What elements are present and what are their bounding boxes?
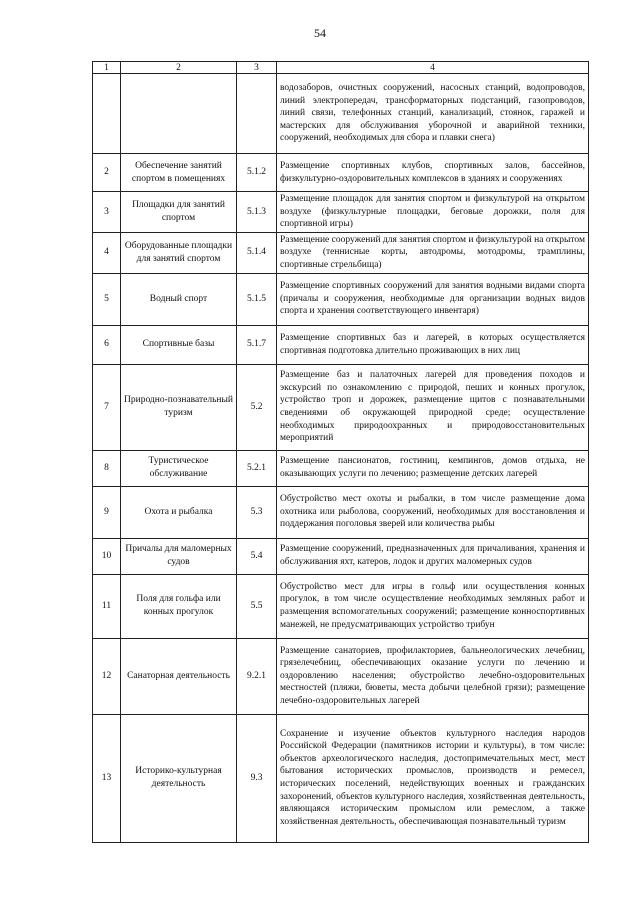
- land-use-code-cell: 5.2: [237, 364, 277, 450]
- land-use-description-cell: Размещение сооружений для занятия спортом и физкультурой на открытом воздухе (теннисные корты, автодромы, мотодромы, трамплины, спортивные стрельбища): [277, 232, 589, 273]
- land-use-table: [92, 61, 589, 843]
- page-number: 54: [314, 26, 326, 40]
- land-use-code-cell: 5.1.3: [237, 192, 277, 233]
- column-number-cell: 2: [121, 62, 237, 74]
- column-number-cell: 4: [277, 62, 589, 74]
- table-row: [93, 74, 589, 154]
- land-use-name-cell: Оборудованные площадки для занятий спортом: [121, 232, 237, 273]
- land-use-code-cell: 5.1.7: [237, 325, 277, 364]
- row-number-cell: [93, 74, 121, 154]
- land-use-name-cell: Водный спорт: [121, 273, 237, 325]
- land-use-code-cell: 9.3: [237, 714, 277, 842]
- land-use-description-cell: Размещение баз и палаточных лагерей для проведения походов и экскурсий по ознакомлению с природой, пеших и конных прогулок, устройство троп и дорожек, размещение щитов с познавательными сведениями об окружающей природной среде; осуществление необходимых природоохранных и природовосстановительных мероприятий: [277, 364, 589, 450]
- land-use-code-cell: 5.5: [237, 574, 277, 638]
- land-use-name-cell: Спортивные базы: [121, 325, 237, 364]
- land-use-description-cell: Размещение сооружений, предназначенных для причаливания, хранения и обслуживания яхт, катеров, лодок и других маломерных судов: [277, 538, 589, 574]
- land-use-name-cell: Поля для гольфа или конных прогулок: [121, 574, 237, 638]
- table-row: [93, 273, 589, 325]
- land-use-code-cell: 5.2.1: [237, 450, 277, 486]
- land-use-description-cell: Обустройство мест для игры в гольф или осуществления конных прогулок, в том числе осуществление необходимых земляных работ и размещения вспомогательных сооружений; размещение конноспортивных манежей, не предусматривающих устройство трибун: [277, 574, 589, 638]
- row-number-cell: 13: [93, 714, 121, 842]
- table-row: [93, 638, 589, 714]
- land-use-name-cell: Природно-познавательный туризм: [121, 364, 237, 450]
- land-use-description-cell: Обустройство мест охоты и рыбалки, в том числе размещение дома охотника или рыболова, сооружений, необходимых для восстановления и поддержания поголовья зверей или количества рыбы: [277, 486, 589, 538]
- land-use-description-cell: Размещение спортивных клубов, спортивных залов, бассейнов, физкультурно-оздоровительных комплексов в зданиях и сооружениях: [277, 154, 589, 192]
- table-row: [93, 232, 589, 273]
- column-number-cell: 3: [237, 62, 277, 74]
- land-use-code-cell: 5.4: [237, 538, 277, 574]
- row-number-cell: 10: [93, 538, 121, 574]
- table-row: [93, 154, 589, 192]
- table-row: [93, 714, 589, 842]
- row-number-cell: 9: [93, 486, 121, 538]
- land-use-description-cell: Размещение санаториев, профилакториев, бальнеологических лечебниц, грязелечебниц, обеспечивающих оказание услуги по лечению и оздоровлению населения; обустройство лечебно-оздоровительных местностей (пляжи, бюветы, места добычи целебной грязи); размещение лечебно-оздоровительных лагерей: [277, 638, 589, 714]
- land-use-code-cell: 5.3: [237, 486, 277, 538]
- land-use-name-cell: Обеспечение занятий спортом в помещениях: [121, 154, 237, 192]
- land-use-description-cell: Размещение пансионатов, гостиниц, кемпингов, домов отдыха, не оказывающих услуги по лечению; размещение детских лагерей: [277, 450, 589, 486]
- table-row: [93, 325, 589, 364]
- row-number-cell: 4: [93, 232, 121, 273]
- land-use-description-cell: водозаборов, очистных сооружений, насосных станций, водопроводов, линий электропередач, трансформаторных подстанций, газопроводов, линий связи, телефонных станций, канализаций, стоянок, гаражей и мастерских для обслуживания уборочной и аварийной техники, сооружений, необходимых для сбора и плавки снега): [277, 74, 589, 154]
- table-row: [93, 574, 589, 638]
- land-use-description-cell: Размещение площадок для занятия спортом и физкультурой на открытом воздухе (физкультурные площадки, беговые дорожки, поля для спортивной игры): [277, 192, 589, 233]
- column-number-cell: 1: [93, 62, 121, 74]
- land-use-name-cell: Площадки для занятий спортом: [121, 192, 237, 233]
- land-use-description-cell: Размещение спортивных баз и лагерей, в которых осуществляется спортивная подготовка длительно проживающих в них лиц: [277, 325, 589, 364]
- land-use-code-cell: 5.1.5: [237, 273, 277, 325]
- land-use-code-cell: 5.1.2: [237, 154, 277, 192]
- land-use-name-cell: Санаторная деятельность: [121, 638, 237, 714]
- land-use-name-cell: Причалы для маломерных судов: [121, 538, 237, 574]
- land-use-code-cell: 9.2.1: [237, 638, 277, 714]
- land-use-name-cell: Историко-культурная деятельность: [121, 714, 237, 842]
- land-use-name-cell: [121, 74, 237, 154]
- table-row: [93, 192, 589, 233]
- row-number-cell: 3: [93, 192, 121, 233]
- row-number-cell: 11: [93, 574, 121, 638]
- land-use-code-cell: [237, 74, 277, 154]
- row-number-cell: 6: [93, 325, 121, 364]
- land-use-name-cell: Охота и рыбалка: [121, 486, 237, 538]
- table-row: [93, 450, 589, 486]
- row-number-cell: 2: [93, 154, 121, 192]
- row-number-cell: 7: [93, 364, 121, 450]
- column-number-row: [93, 62, 589, 74]
- table-row: [93, 364, 589, 450]
- land-use-name-cell: Туристическое обслуживание: [121, 450, 237, 486]
- table-row: [93, 486, 589, 538]
- table-row: [93, 538, 589, 574]
- land-use-description-cell: Сохранение и изучение объектов культурного наследия народов Российской Федерации (памятников истории и культуры), в том числе: объектов археологического наследия, достопримечательных мест, мест бытования исторических промыслов, производств и ремесел, исторических поселений, недействующих военных и гражданских захоронений, объектов культурного наследия, хозяйственная деятельность, являющаяся историческим промыслом или ремеслом, а также хозяйственная деятельность, обеспечивающая познавательный туризм: [277, 714, 589, 842]
- land-use-code-cell: 5.1.4: [237, 232, 277, 273]
- row-number-cell: 12: [93, 638, 121, 714]
- row-number-cell: 8: [93, 450, 121, 486]
- row-number-cell: 5: [93, 273, 121, 325]
- land-use-description-cell: Размещение спортивных сооружений для занятия водными видами спорта (причалы и сооружения, необходимые для организации водных видов спорта и хранения соответствующего инвентаря): [277, 273, 589, 325]
